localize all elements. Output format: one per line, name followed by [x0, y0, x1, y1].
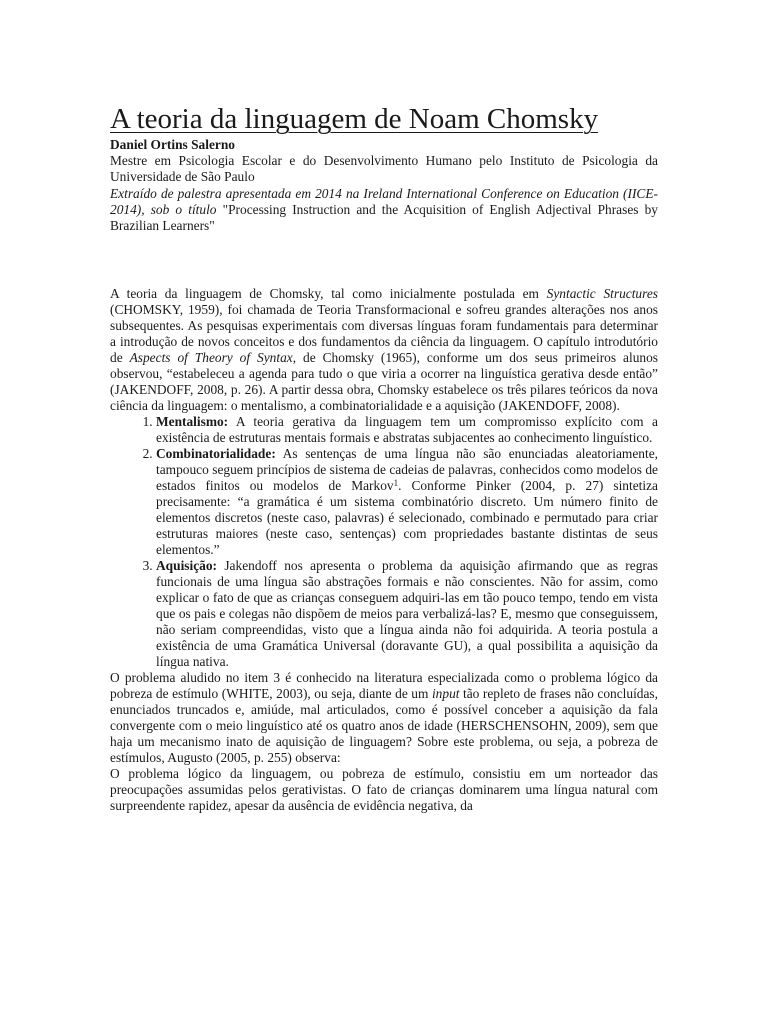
- term-combinatorialidade: Combinatorialidade:: [156, 446, 276, 461]
- text-combinatorialidade-2: . Conforme Pinker (2004, p. 27) sintetiza precisamente: “a gramática é um sistema combinatório discreto. Um número finito de elementos discretos (neste caso, palavras) é selecionado, combinado e permutado para criar estruturas maiores (neste caso, sentenças) com propriedades bastante distintas de seus elementos.”: [156, 478, 658, 557]
- term-mentalismo: Mentalismo:: [156, 414, 229, 429]
- list-item-aquisicao: [156, 558, 658, 670]
- intro-paragraph: [110, 286, 658, 414]
- article-body: [110, 286, 658, 814]
- pillars-list: [110, 414, 658, 670]
- quote-paragraph: O problema lógico da linguagem, ou pobreza de estímulo, consistiu em um norteador das preocupações assumidas pelos gerativistas. O fato de crianças dominarem uma língua natural com surpreendente rapidez, apesar da ausência de evidência negativa, da: [110, 766, 658, 813]
- author-name: Daniel Ortins Salerno: [110, 137, 235, 152]
- after-text-1: O problema aludido no item 3 é conhecido na literatura especializada como o problema lógico da pobreza de estímulo (WHITE, 2003), ou seja, diante de um: [110, 670, 658, 701]
- after-list-paragraph: [110, 670, 658, 766]
- source-note-italic: Extraído de palestra apresentada em 2014 na Ireland International Conference on Education (IICE-2014), sob o título: [110, 186, 658, 217]
- intro-text-2: (CHOMSKY, 1959), foi chamada de Teoria Transformacional e sofreu grandes alterações nos anos subsequentes. As pesquisas experimentais com diversas línguas foram fundamentais para determinar a introdução de novos conceitos e dos fundamentos da ciência da linguagem. O capítulo introdutório de: [110, 302, 658, 365]
- document-title: A teoria da linguagem de Noam Chomsky: [110, 103, 599, 135]
- source-note: [110, 186, 658, 234]
- term-aquisicao: Aquisição:: [156, 558, 218, 573]
- intro-text-3: , de Chomsky (1965), conforme um dos seus primeiros alunos observou, “estabeleceu a agenda para tudo o que viria a ocorrer na linguística gerativa desde então” (JAKENDOFF, 2008, p. 26). A partir dessa obra, Chomsky estabelece os três pilares teóricos da nova ciência da linguagem: o mentalismo, a combinatorialidade e a aquisição (JAKENDOFF, 2008).: [110, 350, 658, 413]
- source-title: "Processing Instruction and the Acquisition of English Adjectival Phrases by Brazilian Learners": [110, 202, 658, 233]
- text-mentalismo: A teoria gerativa da linguagem tem um compromisso explícito com a existência de estruturas mentais formais e abstratas subjacentes ao conhecimento linguístico.: [156, 414, 658, 445]
- intro-text-1: A teoria da linguagem de Chomsky, tal como inicialmente postulada em: [110, 286, 547, 301]
- author-affiliation: Mestre em Psicologia Escolar e do Desenvolvimento Humano pelo Instituto de Psicologia da Universidade de São Paulo: [110, 153, 658, 184]
- book-title-syntactic-structures: Syntactic Structures: [546, 286, 658, 301]
- text-combinatorialidade: As sentenças de uma língua não são enunciadas aleatoriamente, tampouco seguem princípios de sistema de cadeias de palavras, conhecidos como modelos de estados finitos ou modelos de Markov: [156, 446, 658, 493]
- list-item-mentalismo: [156, 414, 658, 446]
- list-item-combinatorialidade: [156, 446, 658, 558]
- text-aquisicao: Jakendoff nos apresenta o problema da aquisição afirmando que as regras funcionais de uma língua são abstrações formais e não conscientes. Não for assim, como explicar o fato de que as crianças conseguem adquiri-las em tão pouco tempo, tendo em vista que os pais e colegas não dispõem de meios para verbalizá-las? E, mesmo que conseguissem, não seriam compreendidas, visto que a língua ainda não foi adquirida. A teoria postula a existência de uma Gramática Universal (doravante GU), a qual possibilita a aquisição da língua nativa.: [156, 558, 658, 669]
- term-input: input: [431, 686, 460, 701]
- book-title-aspects: Aspects of Theory of Syntax: [129, 350, 293, 365]
- footnote-marker[interactable]: 1: [393, 478, 399, 488]
- after-text-2: tão repleto de frases não concluídas, enunciados truncados e, amiúde, mal articulados, como é possível conceber a aquisição da fala convergente com o meio linguístico até os quatro anos de idade (HERSCHENSOHN, 2009), sem que haja um mecanismo inato de aquisição de linguagem? Sobre este problema, ou seja, a pobreza de estímulos, Augusto (2005, p. 255) observa:: [110, 686, 658, 765]
